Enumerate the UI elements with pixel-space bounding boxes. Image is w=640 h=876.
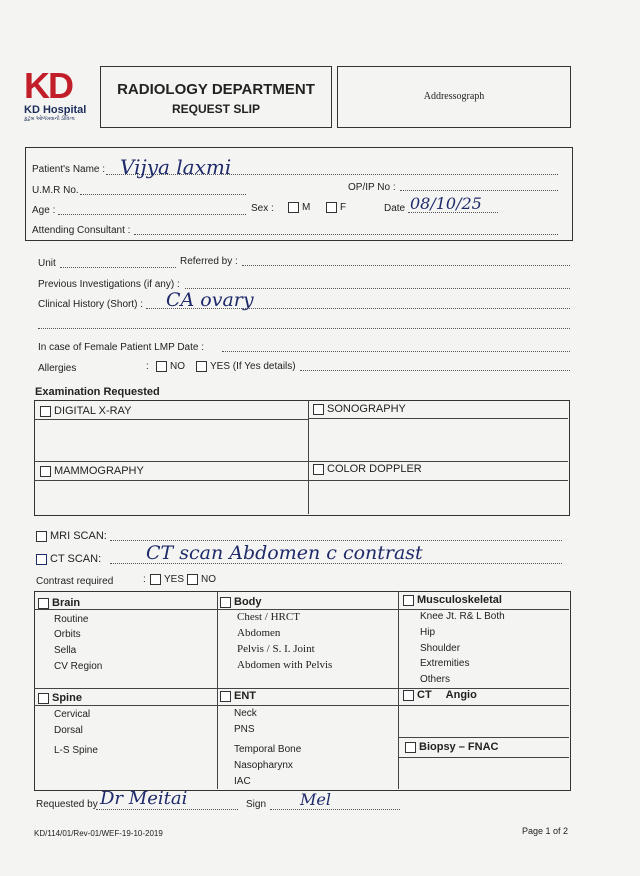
body-item[interactable]: Abdomen with Pelvis bbox=[237, 659, 333, 671]
requested-field[interactable] bbox=[96, 809, 238, 810]
allergies-no-option[interactable] bbox=[156, 361, 185, 372]
sex-m-checkbox[interactable] bbox=[288, 202, 299, 213]
msk-item[interactable]: Shoulder bbox=[420, 643, 461, 654]
body-option[interactable] bbox=[220, 596, 262, 608]
ct-label: CT SCAN: bbox=[50, 553, 102, 565]
ent-item[interactable]: Neck bbox=[234, 708, 257, 719]
mammo-checkbox[interactable] bbox=[40, 466, 51, 477]
allergies-no-label: NO bbox=[170, 361, 185, 373]
brain-item[interactable]: CV Region bbox=[54, 661, 103, 672]
ent-option[interactable] bbox=[220, 690, 256, 702]
allergies-yes-label: YES (If Yes details) bbox=[210, 361, 296, 373]
unit-field[interactable] bbox=[60, 267, 176, 268]
ent-checkbox[interactable] bbox=[220, 691, 231, 702]
xray-label: DIGITAL X-RAY bbox=[54, 405, 132, 417]
page-number: Page 1 of 2 bbox=[522, 826, 569, 836]
allergies-colon: : bbox=[146, 361, 149, 372]
contrast-label: Contrast required bbox=[36, 576, 114, 587]
patient-name-value: Vijya laxmi bbox=[120, 155, 232, 179]
mri-checkbox[interactable] bbox=[36, 531, 47, 542]
biopsy-label: Biopsy – FNAC bbox=[419, 741, 499, 753]
ct-table-row-1 bbox=[34, 609, 569, 610]
brain-item[interactable]: Routine bbox=[54, 614, 89, 625]
sono-option[interactable] bbox=[313, 403, 406, 415]
body-item[interactable]: Abdomen bbox=[237, 627, 281, 639]
brain-checkbox[interactable] bbox=[38, 598, 49, 609]
age-field[interactable] bbox=[58, 214, 246, 215]
mammo-label: MAMMOGRAPHY bbox=[54, 465, 144, 477]
sign-label: Sign bbox=[246, 799, 267, 810]
logo-tagline: કુટુંબ ઓળખવાની ઠોવિત્વ bbox=[24, 116, 75, 122]
sex-m-label: M bbox=[302, 202, 311, 214]
sign-field[interactable] bbox=[270, 809, 400, 810]
contrast-yes-checkbox[interactable] bbox=[150, 574, 161, 585]
spine-option[interactable] bbox=[38, 692, 82, 704]
lmp-field[interactable] bbox=[222, 351, 570, 352]
sex-label: Sex : bbox=[251, 203, 274, 214]
title-box bbox=[100, 66, 332, 128]
spine-item[interactable]: Cervical bbox=[54, 709, 91, 720]
date-label: Date bbox=[384, 203, 406, 214]
allergies-label: Allergies bbox=[38, 363, 77, 374]
exam-grid-hdivider-1 bbox=[34, 419, 308, 420]
hospital-logo bbox=[24, 65, 94, 122]
sex-m-option[interactable] bbox=[288, 202, 310, 213]
sex-f-checkbox[interactable] bbox=[326, 202, 337, 213]
contrast-yes-label: YES bbox=[164, 574, 185, 586]
referred-field[interactable] bbox=[242, 265, 570, 266]
body-label: Body bbox=[234, 596, 262, 608]
contrast-no-label: NO bbox=[201, 574, 216, 586]
ct-angio-ct-label: CT bbox=[417, 689, 432, 701]
doppler-checkbox[interactable] bbox=[313, 464, 324, 475]
ent-item[interactable]: PNS bbox=[234, 724, 255, 735]
exam-grid-hdivider-4 bbox=[308, 418, 568, 419]
body-item[interactable]: Chest / HRCT bbox=[237, 611, 300, 623]
msk-option[interactable] bbox=[403, 594, 502, 606]
spine-item[interactable]: L-S Spine bbox=[54, 745, 98, 756]
sono-checkbox[interactable] bbox=[313, 404, 324, 415]
xray-checkbox[interactable] bbox=[40, 406, 51, 417]
msk-item[interactable]: Knee Jt. R& L Both bbox=[420, 611, 505, 622]
biopsy-option[interactable] bbox=[405, 741, 498, 753]
ct-checkbox[interactable] bbox=[36, 554, 47, 565]
sign-value: Mel bbox=[300, 790, 331, 809]
exam-grid-hdivider-2 bbox=[34, 461, 568, 462]
allergies-yes-checkbox[interactable] bbox=[196, 361, 207, 372]
mri-field[interactable] bbox=[110, 540, 562, 541]
ct-table-col-divider-2 bbox=[398, 591, 399, 789]
ct-table-row-4 bbox=[398, 737, 569, 738]
body-checkbox[interactable] bbox=[220, 597, 231, 608]
contrast-no-checkbox[interactable] bbox=[187, 574, 198, 585]
history-value: CA ovary bbox=[166, 289, 254, 311]
ct-table-row-2 bbox=[34, 688, 569, 689]
msk-item[interactable]: Hip bbox=[420, 627, 436, 638]
contrast-colon: : bbox=[143, 574, 146, 585]
consultant-label: Attending Consultant : bbox=[32, 225, 131, 236]
addressograph-box bbox=[337, 66, 571, 128]
ent-item[interactable]: Nasopharynx bbox=[234, 760, 293, 771]
brain-item[interactable]: Orbits bbox=[54, 629, 81, 640]
requested-label: Requested by bbox=[36, 799, 98, 810]
ct-table-row-3 bbox=[34, 705, 569, 706]
history-label: Clinical History (Short) : bbox=[38, 299, 144, 310]
brain-option[interactable] bbox=[38, 597, 80, 609]
msk-checkbox[interactable] bbox=[403, 595, 414, 606]
allergies-no-checkbox[interactable] bbox=[156, 361, 167, 372]
mammo-option[interactable] bbox=[40, 465, 144, 477]
title-line1: RADIOLOGY DEPARTMENT bbox=[117, 81, 315, 98]
msk-item[interactable]: Extremities bbox=[420, 658, 470, 669]
referred-label: Referred by : bbox=[180, 256, 238, 267]
spine-label: Spine bbox=[52, 692, 82, 704]
brain-item[interactable]: Sella bbox=[54, 645, 77, 656]
history-field-2[interactable] bbox=[38, 328, 570, 329]
spine-item[interactable]: Dorsal bbox=[54, 725, 83, 736]
contrast-no-option[interactable] bbox=[187, 574, 216, 585]
contrast-yes-option[interactable] bbox=[150, 574, 184, 585]
ct-table-col-divider-1 bbox=[217, 591, 218, 789]
msk-item[interactable]: Others bbox=[420, 674, 451, 685]
ct-table-row-5 bbox=[398, 757, 569, 758]
allergies-field[interactable] bbox=[300, 370, 570, 371]
opip-field[interactable] bbox=[400, 190, 558, 191]
brain-label: Brain bbox=[52, 597, 81, 609]
doppler-option[interactable] bbox=[313, 463, 422, 475]
ct-option[interactable] bbox=[36, 553, 101, 565]
umr-field[interactable] bbox=[80, 194, 246, 195]
mri-option[interactable] bbox=[36, 530, 107, 542]
ct-value: CT scan Abdomen c contrast bbox=[146, 542, 423, 564]
patient-name-label: Patient's Name : bbox=[32, 164, 106, 175]
ent-label: ENT bbox=[234, 690, 256, 702]
ct-angio-checkbox[interactable] bbox=[403, 690, 414, 701]
age-label: Age : bbox=[32, 205, 56, 216]
allergies-yes-option[interactable] bbox=[196, 361, 296, 372]
ent-item[interactable]: IAC bbox=[234, 776, 251, 787]
previous-label: Previous Investigations (if any) : bbox=[38, 279, 180, 290]
ct-angio-option[interactable] bbox=[403, 689, 477, 701]
logo-name: KD Hospital bbox=[24, 104, 87, 116]
form-code: KD/114/01/Rev-01/WEF-19-10-2019 bbox=[34, 829, 163, 838]
spine-checkbox[interactable] bbox=[38, 693, 49, 704]
msk-label: Musculoskeletal bbox=[417, 594, 502, 606]
umr-label: U.M.R No. bbox=[32, 185, 79, 196]
logo-mark: KD bbox=[24, 65, 72, 106]
consultant-field[interactable] bbox=[134, 234, 558, 235]
lmp-label: In case of Female Patient LMP Date : bbox=[38, 342, 205, 353]
ent-item[interactable]: Temporal Bone bbox=[234, 744, 302, 755]
biopsy-checkbox[interactable] bbox=[405, 742, 416, 753]
opip-label: OP/IP No : bbox=[348, 182, 396, 193]
sex-f-option[interactable] bbox=[326, 202, 346, 213]
unit-label: Unit bbox=[38, 258, 56, 269]
sex-f-label: F bbox=[340, 202, 347, 214]
date-value: 08/10/25 bbox=[410, 194, 482, 213]
title-line2: REQUEST SLIP bbox=[171, 102, 260, 116]
body-item[interactable]: Pelvis / S. I. Joint bbox=[237, 643, 315, 655]
doppler-label: COLOR DOPPLER bbox=[327, 463, 422, 475]
mri-label: MRI SCAN: bbox=[50, 530, 107, 542]
requested-value: Dr Meitai bbox=[100, 788, 188, 809]
ct-angio-label: Angio bbox=[445, 689, 477, 701]
exam-grid-hdivider-3 bbox=[34, 480, 568, 481]
sono-label: SONOGRAPHY bbox=[327, 403, 406, 415]
xray-option[interactable] bbox=[40, 405, 131, 417]
addressograph-label: Addressograph bbox=[423, 91, 485, 102]
exam-heading: Examination Requested bbox=[35, 386, 160, 398]
